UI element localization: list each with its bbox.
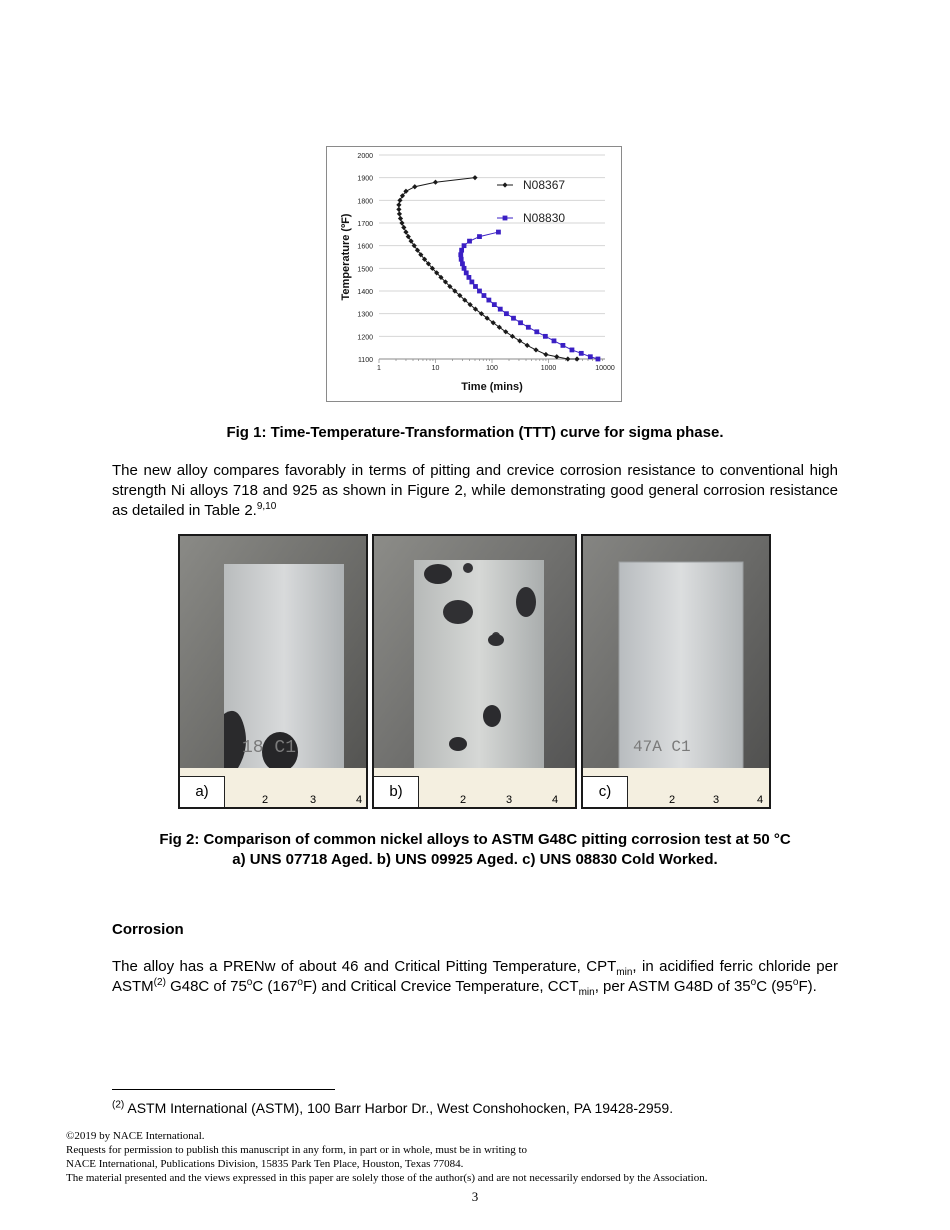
data-point-N08367 — [399, 220, 404, 225]
corrosion-text: F) and Critical Crevice Temperature, CCT — [302, 978, 579, 995]
data-point-N08830 — [473, 284, 478, 289]
legend-marker-N08830 — [503, 216, 508, 221]
y-tick-label: 1200 — [357, 334, 373, 342]
data-point-N08830 — [579, 351, 584, 356]
ttt-chart-svg — [327, 147, 623, 403]
paragraph-corrosion — [112, 957, 838, 997]
data-point-N08367 — [412, 184, 417, 189]
corrosion-text: F). — [798, 978, 817, 995]
specimen-c-image — [583, 536, 771, 809]
footnote-divider — [112, 1089, 335, 1090]
paragraph-comparison-text: The new alloy compares favorably in terms of pitting and crevice corrosion resistance to conventional high strength Ni alloys 718 and 925 as shown in Figure 2, while demonstrating good general corrosion resistance as detailed in Table 2. — [112, 462, 838, 519]
footnote-ref: (2) — [153, 977, 166, 988]
corrosion-text: C (167 — [252, 978, 298, 995]
ruler-number: 3 — [713, 794, 720, 806]
degree-mark: o — [792, 977, 799, 988]
data-point-N08367 — [406, 234, 411, 239]
paragraph-comparison — [112, 461, 838, 521]
data-point-N08830 — [498, 307, 503, 312]
data-point-N08367 — [565, 356, 570, 361]
data-point-N08367 — [403, 229, 408, 234]
data-point-N08830 — [588, 354, 593, 359]
footnote — [112, 1100, 673, 1116]
data-point-N08367 — [401, 225, 406, 230]
data-point-N08367 — [396, 202, 401, 207]
data-point-N08367 — [397, 198, 402, 203]
series-line-N08830 — [461, 232, 598, 359]
data-point-N08367 — [398, 216, 403, 221]
panel-label-c: c) — [583, 776, 628, 807]
y-tick-label: 1100 — [357, 357, 373, 364]
data-point-N08830 — [459, 257, 464, 262]
engraving-a: 18 C1 — [242, 738, 297, 758]
footer-address: NACE International, Publications Division, 15835 Park Ten Place, Houston, Texas 77084. — [66, 1158, 464, 1170]
ruler-number: 4 — [757, 794, 764, 806]
subscript-min: min — [616, 967, 633, 978]
x-tick-label: 100 — [486, 365, 498, 372]
data-point-N08367 — [533, 347, 538, 352]
y-axis-title: Temperature (ºF) — [340, 213, 352, 301]
x-tick-label: 1000 — [540, 365, 557, 372]
engraving-c: 47A C1 — [633, 738, 691, 756]
footer-permission: Requests for permission to publish this manuscript in any form, in part or in whole, must be in writing to — [66, 1144, 528, 1156]
data-point-N08830 — [458, 252, 463, 257]
corrosion-text: The alloy has a PRENw of about 46 and Critical Pitting Temperature, CPT — [112, 958, 617, 975]
figure2-caption-line1: Fig 2: Comparison of common nickel alloys to ASTM G48C pitting corrosion test at 50 °C — [159, 831, 791, 848]
ruler-number: 3 — [310, 794, 317, 806]
data-point-N08830 — [526, 325, 531, 330]
data-point-N08830 — [460, 261, 465, 266]
ruler-number: 4 — [552, 794, 559, 806]
x-tick-label: 10000 — [595, 365, 615, 372]
y-tick-label: 1400 — [357, 289, 373, 296]
data-point-N08830 — [469, 280, 474, 285]
y-tick-label: 1300 — [357, 311, 373, 319]
panel-label-b: b) — [374, 776, 419, 807]
ruler-number: 4 — [356, 794, 363, 806]
data-point-N08830 — [504, 311, 509, 316]
figure1-caption: Fig 1: Time-Temperature-Transformation (TTT) curve for sigma phase. — [226, 424, 724, 441]
section-heading-corrosion: Corrosion — [112, 921, 184, 938]
degree-mark: o — [246, 977, 253, 988]
data-point-N08367 — [397, 211, 402, 216]
ttt-chart — [326, 146, 622, 402]
y-tick-label: 1500 — [357, 266, 373, 274]
data-point-N08830 — [459, 248, 464, 253]
data-point-N08830 — [477, 234, 482, 239]
degree-mark: o — [297, 977, 303, 988]
y-tick-label: 1800 — [357, 198, 373, 206]
panel-label-a: a) — [180, 776, 225, 807]
corrosion-text: , in acidified ferric chloride per ASTM — [112, 958, 838, 995]
corrosion-text: , per ASTM G48D of 35 — [594, 978, 751, 995]
data-point-N08830 — [570, 348, 575, 353]
y-tick-label: 2000 — [357, 153, 373, 160]
data-point-N08830 — [552, 338, 557, 343]
ruler-number: 2 — [460, 794, 467, 806]
specimen-b-image — [374, 536, 577, 809]
photo-panel-a — [178, 534, 368, 809]
ruler-number: 2 — [262, 794, 269, 806]
data-point-N08830 — [518, 320, 523, 325]
data-point-N08830 — [561, 343, 566, 348]
data-point-N08367 — [396, 207, 401, 212]
data-point-N08830 — [467, 239, 472, 244]
x-axis-title: Time (mins) — [461, 381, 523, 393]
y-tick-label: 1900 — [357, 175, 373, 183]
y-tick-label: 1600 — [357, 243, 373, 251]
data-point-N08830 — [492, 302, 497, 307]
data-point-N08830 — [534, 329, 539, 334]
y-tick-label: 1700 — [357, 221, 373, 228]
data-point-N08367 — [543, 352, 548, 357]
data-point-N08830 — [482, 293, 487, 298]
photo-panel-c — [581, 534, 771, 809]
data-point-N08830 — [486, 298, 491, 303]
x-tick-label: 10 — [431, 365, 440, 372]
data-point-N08830 — [543, 334, 548, 339]
page-number: 3 — [471, 1189, 479, 1204]
legend-marker-N08367 — [502, 182, 507, 187]
photo-panel-b — [372, 534, 577, 809]
legend-label-N08367: N08367 — [523, 178, 566, 192]
data-point-N08830 — [462, 266, 467, 271]
legend-label-N08830: N08830 — [523, 211, 566, 225]
ruler-number: 3 — [506, 794, 513, 806]
ruler-number: 2 — [669, 794, 676, 806]
data-point-N08830 — [477, 289, 482, 294]
data-point-N08830 — [496, 230, 501, 235]
data-point-N08830 — [466, 275, 471, 280]
figure2-caption-line2: a) UNS 07718 Aged. b) UNS 09925 Aged. c) UNS 08830 Cold Worked. — [232, 851, 718, 868]
reference-superscript: 9,10 — [256, 501, 277, 512]
data-point-N08367 — [517, 338, 522, 343]
footer-copyright: ©2019 by NACE International. — [66, 1130, 205, 1142]
data-point-N08367 — [525, 343, 530, 348]
footer-disclaimer: The material presented and the views expressed in this paper are solely those of the author(s) and are not necessarily endorsed by the Association. — [66, 1172, 708, 1184]
degree-mark: o — [750, 977, 757, 988]
data-point-N08830 — [464, 270, 469, 275]
data-point-N08830 — [511, 316, 516, 321]
data-point-N08367 — [433, 180, 438, 185]
subscript-min: min — [578, 987, 595, 998]
corrosion-text: C (95 — [756, 978, 793, 995]
footnote-text: ASTM International (ASTM), 100 Barr Harbor Dr., West Conshohocken, PA 19428-2959. — [124, 1100, 674, 1116]
data-point-N08367 — [472, 175, 477, 180]
corrosion-text: G48C of 75 — [165, 978, 247, 995]
footnote-marker: (2) — [112, 1099, 125, 1111]
data-point-N08830 — [462, 243, 467, 248]
data-point-N08830 — [596, 357, 601, 362]
x-tick-label: 1 — [377, 365, 381, 372]
specimen-a-image — [180, 536, 368, 809]
